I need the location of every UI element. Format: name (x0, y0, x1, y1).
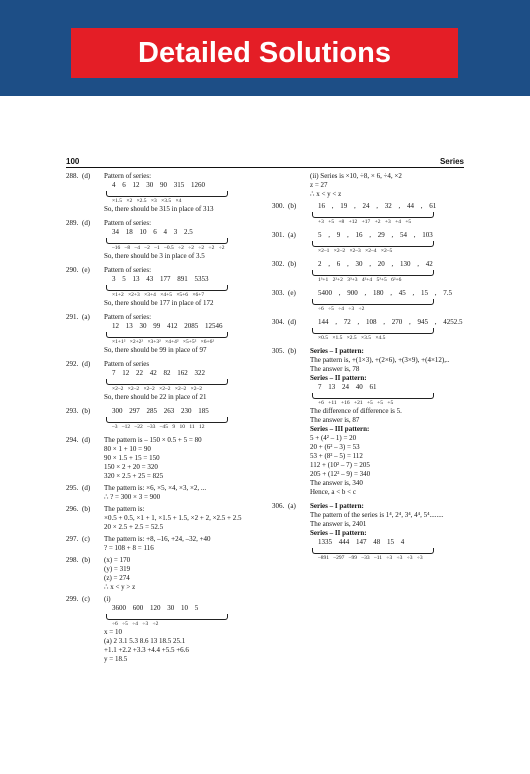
series-values: 300 297 285 263 230 185 (112, 407, 209, 415)
answer-option: (a) (288, 231, 296, 239)
pattern-brace (312, 393, 434, 399)
answer-option: (a) (288, 502, 296, 510)
series-differences: ×0.5 ×1.5 ×2.5 ×3.5 ×4.5 (318, 335, 386, 341)
answer-option: (d) (82, 172, 91, 180)
answer-option: (d) (82, 219, 91, 227)
answer-option: (b) (288, 260, 297, 268)
series-values: 5 , 9 , 16 , 29 , 54 , 103 (318, 231, 433, 239)
solution-item (66, 266, 266, 308)
solution-line: 205 + (12² – 9) = 340 (310, 470, 371, 478)
answer-option: (d) (82, 360, 91, 368)
series-values: 3600 600 120 30 10 5 (112, 604, 199, 612)
solution-item (272, 347, 468, 497)
pattern-brace (106, 417, 228, 423)
solution-line: (ii) Series is ×10, ÷8, × 6, ÷4, ×2 (310, 172, 402, 180)
question-number: 303. (272, 289, 285, 297)
pattern-brace (312, 241, 434, 247)
solution-item (272, 172, 468, 199)
series-values: 4 6 12 30 90 315 1260 (112, 181, 205, 189)
series-differences: –3 –12 –22 –33 –45 9 10 11 12 (112, 424, 205, 430)
solution-line: 150 × 2 + 20 = 320 (104, 463, 158, 471)
banner-title: Detailed Solutions (71, 28, 458, 78)
solution-line: +1.1 +2.2 +3.3 +4.4 +5.5 +6.6 (104, 646, 189, 654)
solution-item (272, 502, 468, 562)
question-number: 304. (272, 318, 285, 326)
question-number: 301. (272, 231, 285, 239)
series-differences: ×2–1 ×2–2 ×2–3 ×2–4 ×2–5 (318, 248, 393, 254)
answer-option: (b) (288, 202, 297, 210)
solution-line: The pattern is: +8, –16, +24, –32, +40 (104, 535, 211, 543)
solution-line: Pattern of series: (104, 172, 152, 180)
page-number: 100 (66, 157, 80, 166)
answer-option: (d) (82, 484, 91, 492)
solution-item (66, 219, 266, 261)
solution-line: Series – I pattern: (310, 347, 364, 355)
solution-line: y = 18.5 (104, 655, 128, 663)
question-number: 297. (66, 535, 79, 543)
solution-line: Pattern of series: (104, 219, 152, 227)
solution-item (66, 595, 266, 664)
solution-line: So, there should be 22 in place of 21 (104, 393, 207, 401)
series-differences: ×1+1² ×2+2² ×3+3² ×4+4² ×5+5² ×6+6² (112, 339, 214, 345)
solution-item (272, 231, 468, 255)
pattern-brace (106, 285, 228, 291)
solution-line: (z) = 274 (104, 574, 130, 582)
solution-line: Pattern of series: (104, 313, 152, 321)
question-number: 306. (272, 502, 285, 510)
pattern-brace (312, 270, 434, 276)
series-values: 34 18 10 6 4 3 2.5 (112, 228, 193, 236)
solution-line: Pattern of series (104, 360, 150, 368)
series-differences: ÷6 ÷5 ÷4 ÷3 ÷2 (318, 306, 365, 312)
answer-option: (d) (288, 318, 297, 326)
solution-item (272, 318, 468, 342)
series-differences: 1³+1 2²+2 3³+3 4²+4 5³+5 6²+6 (318, 277, 402, 283)
solution-item (272, 202, 468, 226)
left-column (66, 172, 266, 669)
solution-item (66, 172, 266, 214)
solution-line: 53 + (8² – 5) = 112 (310, 452, 363, 460)
solution-line: (x) = 170 (104, 556, 131, 564)
series-values: 2 , 6 , 30 , 20 , 130 , 42 (318, 260, 433, 268)
question-number: 295. (66, 484, 79, 492)
solution-line: The pattern is, +(1×3), +(2×6), +(3×9), +(4×12),.. (310, 356, 450, 364)
solution-item (66, 535, 266, 553)
solution-line: ? = 108 + 8 = 116 (104, 544, 154, 552)
series-values: 3 5 13 43 177 891 5353 (112, 275, 209, 283)
solution-item (66, 360, 266, 402)
pattern-brace (312, 212, 434, 218)
solution-item (66, 556, 266, 592)
solution-line: The pattern is: ×6, ×5, ×4, ×3, ×2, ... (104, 484, 207, 492)
solution-line: Series – I pattern: (310, 502, 364, 510)
series-differences: +3 +5 +8 +12 +17 +2 +3 +4 +5 (318, 219, 412, 225)
answer-option: (e) (288, 289, 296, 297)
question-number: 291. (66, 313, 79, 321)
question-number: 296. (66, 505, 79, 513)
answer-option: (b) (82, 407, 91, 415)
solution-line: The answer is, 78 (310, 365, 360, 373)
solution-line: So, there should be 99 in place of 97 (104, 346, 207, 354)
answer-option: (b) (82, 556, 91, 564)
series-values: 5400 , 900 , 180 , 45 , 15 , 7.5 (318, 289, 452, 297)
spacer (272, 562, 468, 567)
solution-line: ∴ x < y < z (310, 190, 342, 198)
question-number: 300. (272, 202, 285, 210)
solution-line: Series – II pattern: (310, 529, 367, 537)
question-number: 298. (66, 556, 79, 564)
solution-line: 20 + (6² – 3) = 53 (310, 443, 360, 451)
solution-line: The answer is, 87 (310, 416, 360, 424)
solution-item (66, 436, 266, 481)
solution-line: 320 × 2.5 + 25 = 825 (104, 472, 164, 480)
series-values: 16 , 19 , 24 , 32 , 44 , 61 (318, 202, 437, 210)
solution-line: Series – II pattern: (310, 374, 367, 382)
solution-line: The answer is, 340 (310, 479, 363, 487)
solution-line: The answer is, 2401 (310, 520, 367, 528)
solution-line: ×0.5 + 0.5, ×1 + 1, ×1.5 + 1.5, ×2 + 2, ×2.5 + 2.5 (104, 514, 242, 522)
solution-line: So, there should be 315 in place of 313 (104, 205, 214, 213)
pattern-brace (106, 332, 228, 338)
solution-line: Hence, a < b < c (310, 488, 356, 496)
solution-line: x = 10 (104, 628, 122, 636)
series-values: 7 13 24 40 61 (318, 383, 377, 391)
solution-line: 112 + (10² – 7) = 205 (310, 461, 370, 469)
solution-line: The pattern of the series is 1⁴, 2⁴, 3⁴, 4⁴, 5⁴........ (310, 511, 444, 519)
question-number: 299. (66, 595, 79, 603)
pattern-brace (106, 238, 228, 244)
pattern-brace (106, 379, 228, 385)
series-values: 144 , 72 , 108 , 270 , 945 , 4252.5 (318, 318, 463, 326)
series-values: 1335 444 147 48 15 4 (318, 538, 405, 546)
question-number: 302. (272, 260, 285, 268)
solution-line: The difference of difference is 5. (310, 407, 402, 415)
spacer (66, 664, 266, 669)
series-differences: ×1+2 ×2+3 ×3+4 ×4+5 ×5+6 ×6+7 (112, 292, 205, 298)
pattern-brace (106, 191, 228, 197)
solution-line: 90 × 1.5 + 15 = 150 (104, 454, 160, 462)
series-differences: ×1.5 ×2 ×2.5 ×3 ×3.5 ×4 (112, 198, 182, 204)
solution-line: ∴ ? = 300 × 3 = 900 (104, 493, 161, 501)
answer-option: (c) (82, 595, 90, 603)
solution-line: Pattern of series: (104, 266, 152, 274)
solution-line: (a) 2 3.1 5.3 8.6 13 18.5 25.1 (104, 637, 186, 645)
series-differences: –891 –297 –99 –33 –11 ÷3 ÷3 ÷3 ÷3 (318, 555, 423, 561)
solution-item (66, 313, 266, 355)
series-differences: ×2–2 ×2–2 ×2–2 ×2–2 ×2–2 ×2–2 (112, 386, 202, 392)
series-values: 7 12 22 42 82 162 322 (112, 369, 205, 377)
pattern-brace (312, 548, 434, 554)
question-number: 289. (66, 219, 79, 227)
solution-line: 80 × 1 + 10 = 90 (104, 445, 151, 453)
question-number: 294. (66, 436, 79, 444)
solution-item (66, 407, 266, 431)
header-rule (66, 167, 464, 168)
answer-option: (e) (82, 266, 90, 274)
pattern-brace (312, 328, 434, 334)
solution-line: z = 27 (310, 181, 328, 189)
solution-line: The pattern is – 150 × 0.5 + 5 = 80 (104, 436, 202, 444)
solution-item (272, 260, 468, 284)
solution-item (66, 484, 266, 502)
solution-line: The pattern is: (104, 505, 145, 513)
section-title: Series (439, 157, 464, 166)
solution-line: Series – III pattern: (310, 425, 370, 433)
solution-line: So, there should be 177 in place of 172 (104, 299, 214, 307)
series-differences: +6 +11 +16 +21 +5 +5 +5 (318, 400, 394, 406)
solution-line: (y) = 319 (104, 565, 131, 573)
question-number: 305. (272, 347, 285, 355)
solution-item (272, 289, 468, 313)
question-number: 293. (66, 407, 79, 415)
answer-option: (c) (82, 535, 90, 543)
question-number: 288. (66, 172, 79, 180)
solution-line: ∴ x < y > z (104, 583, 136, 591)
series-differences: ÷6 ÷5 ÷4 ÷3 ÷2 (112, 621, 159, 627)
solution-line: (i) (104, 595, 111, 603)
question-number: 290. (66, 266, 79, 274)
solution-line: 5 + (4² – 1) = 20 (310, 434, 357, 442)
pattern-brace (312, 299, 434, 305)
answer-option: (d) (82, 436, 91, 444)
pattern-brace (106, 614, 228, 620)
answer-option: (b) (288, 347, 297, 355)
answer-option: (b) (82, 505, 91, 513)
right-column (272, 172, 468, 567)
solution-line: 20 × 2.5 + 2.5 = 52.5 (104, 523, 164, 531)
series-values: 12 13 30 99 412 2085 12546 (112, 322, 223, 330)
answer-option: (a) (82, 313, 90, 321)
solution-line: So, there should be 3 in place of 3.5 (104, 252, 205, 260)
series-differences: –16 –8 –4 –2 –1 –0.5 ÷2 ÷2 ÷2 ÷2 ÷2 (112, 245, 225, 251)
solution-item (66, 505, 266, 532)
question-number: 292. (66, 360, 79, 368)
